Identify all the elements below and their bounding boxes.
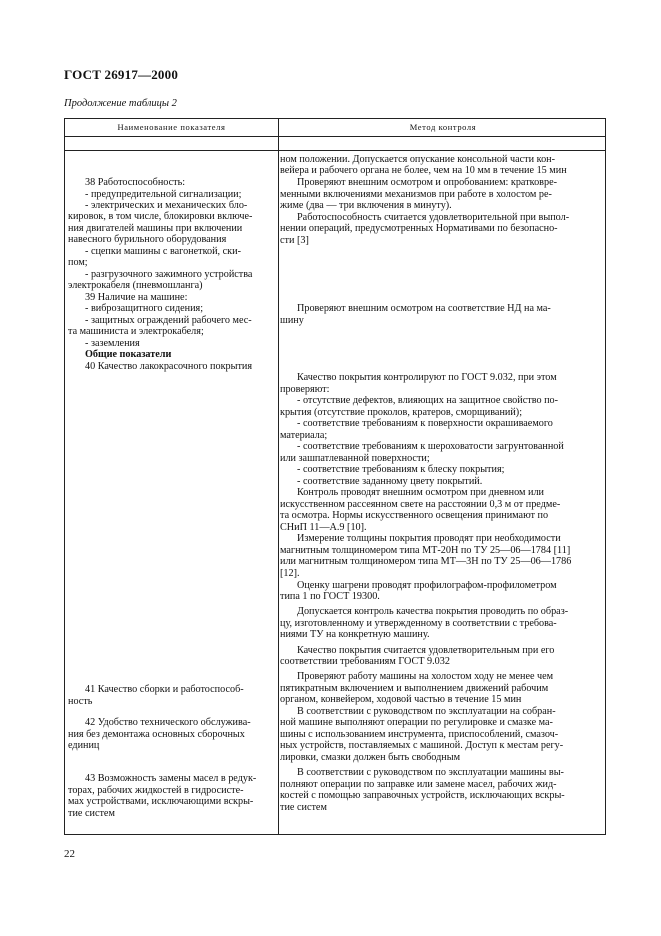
- method-line: типа 1 по ГОСТ 19300.: [280, 591, 380, 602]
- method-line: ниями ТУ на конкретную машину.: [280, 629, 430, 640]
- method-line: искусственном рассеянном свете на расстоянии 0,3 м от предме-: [280, 499, 561, 510]
- method-line: шину: [280, 315, 304, 326]
- method-line: полняют операции по заправке или замене масел, рабочих жид-: [280, 779, 557, 790]
- method-line: ных устройств, поставляемых с машиной. Доступ к местам регу-: [280, 740, 564, 751]
- method-line: Проверяют работу машины на холостом ходу не менее чем: [297, 671, 554, 682]
- row-38-item: электрокабеля (пневмошланга): [68, 280, 203, 291]
- row-43-title: мах устройствами, исключающими вскры-: [68, 796, 254, 807]
- method-line: Оценку шагрени проводят профилографом-профилометром: [297, 580, 557, 591]
- method-line: соответствии требованиям ГОСТ 9.032: [280, 656, 450, 667]
- page-number: 22: [64, 848, 75, 860]
- method-line: Контроль проводят внешним осмотром при дневном или: [297, 487, 544, 498]
- method-line: органом, конвейером, ходовой частью в течение 15 мин: [280, 694, 522, 705]
- col-header-method: Метод контроля: [409, 122, 477, 132]
- method-line: [12].: [280, 568, 300, 579]
- method-line: - соответствие требованиям к блеску покрытия;: [297, 464, 505, 475]
- row-39-item: - заземления: [85, 338, 140, 349]
- table-continuation-label: Продолжение таблицы 2: [64, 98, 177, 109]
- method-line: В соответствии с руководством по эксплуатации машины вы-: [297, 767, 564, 778]
- row-39-item: - виброзащитного сидения;: [85, 303, 204, 314]
- method-line: пятикратным включением и выполнением движений рабочим: [280, 683, 549, 694]
- row-38-item: - электрических и механических бло-: [85, 200, 248, 211]
- method-line: Допускается контроль качества покрытия проводить по образ-: [297, 606, 569, 617]
- method-line: та осмотра. Нормы искусственного освещения принимают по: [280, 510, 549, 521]
- row-42-title: единиц: [68, 740, 100, 751]
- method-line: материала;: [280, 430, 328, 441]
- header-divider-2: [65, 150, 605, 151]
- method-line: - отсутствие дефектов, влияющих на защитное свойство по-: [297, 395, 559, 406]
- method-line: жиме (два — три включения в минуту).: [280, 200, 452, 211]
- method-line: - соответствие требованиям к поверхности окрашиваемого: [297, 418, 553, 429]
- method-line: Проверяют внешним осмотром и опробованием: кратковре-: [297, 177, 557, 188]
- method-line: Работоспособность считается удовлетворительной при выпол-: [297, 212, 570, 223]
- method-line: Измерение толщины покрытия проводят при необходимости: [297, 533, 561, 544]
- row-43-title: торах, рабочих жидкостей в гидросисте-: [68, 785, 244, 796]
- method-line: костей с помощью заправочных устройств, исключающих вскры-: [280, 790, 565, 801]
- section-heading-general: Общие показатели: [85, 349, 172, 360]
- row-38-item: ния двигателей машины при включении: [68, 223, 243, 234]
- row-41-title: ность: [68, 696, 93, 707]
- method-line: лировки, смазки должен быть свободным: [280, 752, 461, 763]
- method-line: - соответствие заданному цвету покрытий.: [297, 476, 483, 487]
- method-line: Качество покрытия контролируют по ГОСТ 9.032, при этом: [297, 372, 557, 383]
- col-header-indicator: Наименование показателя: [117, 122, 226, 132]
- method-line: СНиП 11—А.9 [10].: [280, 522, 367, 533]
- column-divider: [278, 119, 279, 834]
- row-38-item: кировок, в том числе, блокировки включе-: [68, 211, 253, 222]
- doc-code: ГОСТ 26917—2000: [64, 67, 179, 82]
- method-line: шины с использованием инструмента, приспособлений, смазоч-: [280, 729, 559, 740]
- method-line: или зашпатлеванной поверхности;: [280, 453, 430, 464]
- method-line: - соответствие требованиям к шероховатости загрунтованной: [297, 441, 564, 452]
- method-line: Качество покрытия считается удовлетворительным при его: [297, 645, 555, 656]
- row-43-title: 43 Возможность замены масел в редук-: [85, 773, 257, 784]
- method-line: крытия (отсутствие проколов, кратеров, сморщиваний);: [280, 407, 523, 418]
- method-line: или магнитным толщиномером типа МТ—3Н по ТУ 25—06—1786: [280, 556, 572, 567]
- method-line: цу, изготовленному и утвержденному в соответствии с требова-: [280, 618, 557, 629]
- method-line: тие систем: [280, 802, 327, 813]
- row-40-title: 40 Качество лакокрасочного покрытия: [85, 361, 253, 372]
- method-line: В соответствии с руководством по эксплуатации на собран-: [297, 706, 556, 717]
- row-38-title: 38 Работоспособность:: [85, 177, 186, 188]
- row-42-title: 42 Удобство технического обслужива-: [85, 717, 251, 728]
- row-39-item: та машиниста и электрокабеля;: [68, 326, 204, 337]
- spec-table: [64, 118, 606, 835]
- row-43-title: тие систем: [68, 808, 115, 819]
- row-39-title: 39 Наличие на машине:: [85, 292, 188, 303]
- row-38-item: пом;: [68, 257, 88, 268]
- row-38-item: - сцепки машины с вагонеткой, ски-: [85, 246, 241, 257]
- row-41-title: 41 Качество сборки и работоспособ-: [85, 684, 244, 695]
- row-38-item: - разгрузочного зажимного устройства: [85, 269, 253, 280]
- row-39-item: - защитных ограждений рабочего мес-: [85, 315, 252, 326]
- method-line: нении операций, предусмотренных Нормативами по безопасно-: [280, 223, 558, 234]
- method-line: менными включениями механизмов при работе в холостом ре-: [280, 189, 552, 200]
- method-line: ной машине выполняют операции по регулировке и смазке ма-: [280, 717, 553, 728]
- header-divider: [65, 136, 605, 137]
- row-42-title: ния без демонтажа основных сборочных: [68, 729, 245, 740]
- method-line: Проверяют внешним осмотром на соответствие НД на ма-: [297, 303, 551, 314]
- method-line: ном положении. Допускается опускание консольной части кон-: [280, 154, 556, 165]
- row-38-item: навесного бурильного оборудования: [68, 234, 227, 245]
- method-line: сти [3]: [280, 235, 309, 246]
- method-line: проверяют:: [280, 384, 330, 395]
- row-38-item: - предупредительной сигнализации;: [85, 189, 242, 200]
- method-line: магнитным толщиномером типа МТ-20Н по ТУ 25—06—1784 [11]: [280, 545, 571, 556]
- method-line: вейера и рабочего органа не более, чем на 10 мм в течение 15 мин: [280, 165, 567, 176]
